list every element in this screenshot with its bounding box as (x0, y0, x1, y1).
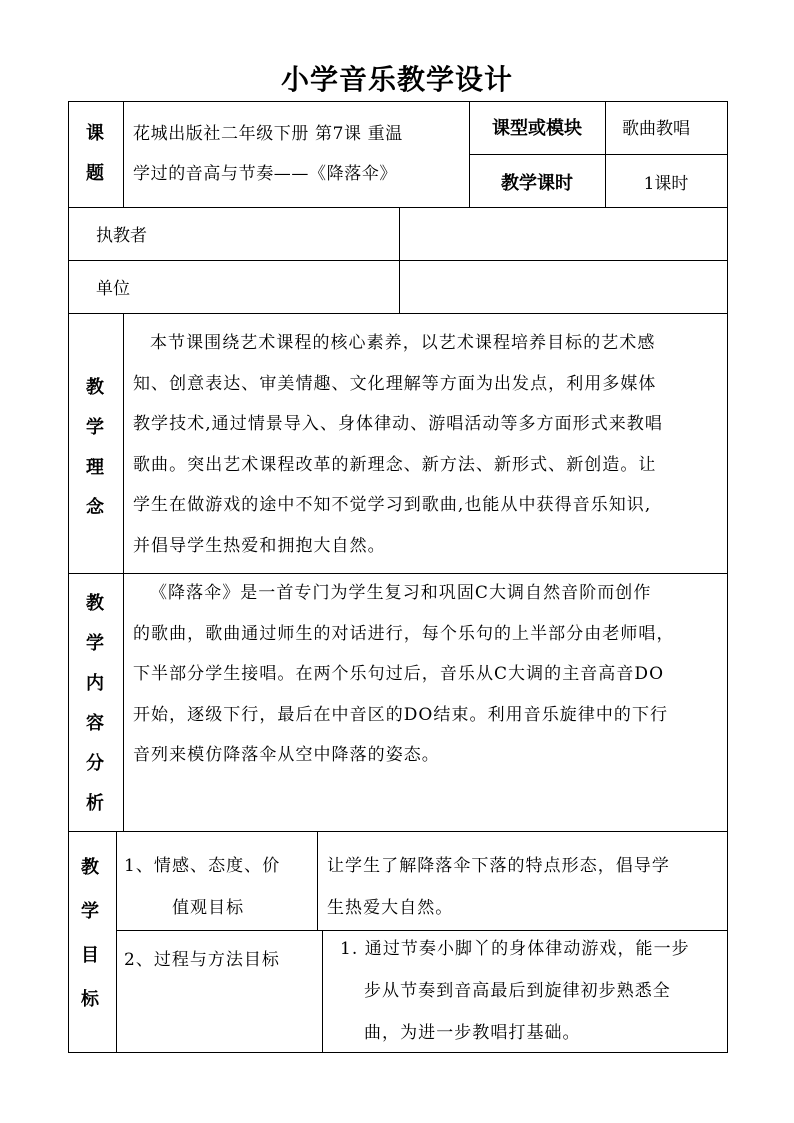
goal1-desc-line: 让学生了解降落伞下落的特点形态，倡导学 (327, 856, 670, 876)
hours-value: 1课时 (643, 174, 689, 194)
divider (123, 573, 124, 831)
type-label: 课型或模块 (492, 118, 582, 139)
divider (68, 313, 728, 314)
divider (317, 831, 318, 931)
goal2-desc-line: 1. 通过节奏小脚丫的身体律动游戏，能一步 (340, 939, 690, 959)
philosophy-text (133, 323, 723, 566)
label-char: 学 (86, 633, 104, 654)
divider (469, 154, 728, 155)
goal2-desc (340, 928, 725, 1054)
topic-label (68, 114, 122, 194)
label-char: 理 (86, 457, 104, 478)
content-line: 的歌曲，歌曲通过师生的对话进行，每个乐句的上半部分由老师唱， (133, 623, 675, 644)
philosophy-line: 教学技术,通过情景导入、身体律动、游唱活动等多方面形式来教唱 (133, 414, 663, 434)
document-title: 小学音乐教学设计 (280, 63, 513, 96)
goal2-desc-line: 步从节奏到音高最后到旋律初步熟悉全 (364, 981, 671, 1001)
goal1-desc-line: 生热爱大自然。 (327, 898, 454, 918)
divider (123, 313, 124, 573)
label-char: 教 (86, 377, 104, 398)
divider (322, 930, 323, 1053)
label-char: 标 (81, 989, 99, 1010)
goal1-title-line: 值观目标 (172, 898, 245, 918)
topic-line: 学过的音高与节奏——《降落伞》 (133, 164, 397, 184)
content-analysis-label (68, 584, 122, 824)
unit-label: 单位 (96, 279, 130, 299)
label-char: 题 (86, 163, 104, 184)
label-char: 学 (81, 901, 99, 922)
label-char: 内 (86, 673, 104, 694)
goals-label (64, 846, 116, 1022)
content-line: 开始，逐级下行，最后在中音区的DO结束。利用音乐旋律中的下行 (133, 704, 669, 725)
label-char: 目 (81, 945, 99, 966)
goal1-title-line: 1、情感、态度、价 (124, 856, 281, 876)
philosophy-line: 学生在做游戏的途中不知不觉学习到歌曲,也能从中获得音乐知识, (133, 495, 652, 515)
philosophy-line: 歌曲。突出艺术课程改革的新理念、新方法、新形式、新创造。让 (133, 454, 657, 475)
label-char: 教 (81, 857, 99, 878)
label-char: 念 (86, 497, 104, 518)
label-char: 教 (86, 593, 104, 614)
label-char: 课 (86, 123, 104, 144)
divider (116, 831, 117, 1053)
type-value: 歌曲教唱 (622, 119, 690, 139)
label-char: 析 (86, 793, 104, 814)
divider (68, 260, 728, 261)
goal2-desc-line: 曲，为进一步教唱打基础。 (364, 1023, 581, 1043)
divider (123, 101, 124, 207)
divider (68, 831, 728, 832)
hours-label: 教学课时 (501, 173, 573, 194)
philosophy-line: 知、创意表达、审美情趣、文化理解等方面为出发点，利用多媒体 (133, 373, 657, 394)
label-char: 分 (86, 753, 104, 774)
table-border-top (68, 101, 728, 102)
label-char: 学 (86, 417, 104, 438)
content-line: 下半部分学生接唱。在两个乐句过后，音乐从C大调的主音高音DO (133, 664, 665, 684)
philosophy-line: 本节课围绕艺术课程的核心素养，以艺术课程培养目标的艺术感 (150, 333, 656, 353)
table-border-right (727, 101, 728, 1053)
goal2-title: 2、过程与方法目标 (124, 950, 280, 970)
divider (68, 207, 728, 208)
philosophy-line: 并倡导学生热爱和拥抱大自然。 (133, 535, 386, 556)
teacher-label: 执教者 (96, 226, 147, 246)
content-line: 《降落伞》是一首专门为学生复习和巩固C大调自然音阶而创作 (150, 583, 652, 603)
content-line: 音列来模仿降落伞从空中降落的姿态。 (133, 745, 440, 765)
goal1-desc (327, 845, 727, 929)
topic-line: 花城出版社二年级下册 第7课 重温 (133, 124, 403, 144)
content-analysis-text (133, 573, 723, 776)
topic-text (133, 114, 463, 194)
label-char: 容 (86, 713, 104, 734)
goal1-title (124, 845, 314, 929)
philosophy-label (68, 368, 122, 528)
